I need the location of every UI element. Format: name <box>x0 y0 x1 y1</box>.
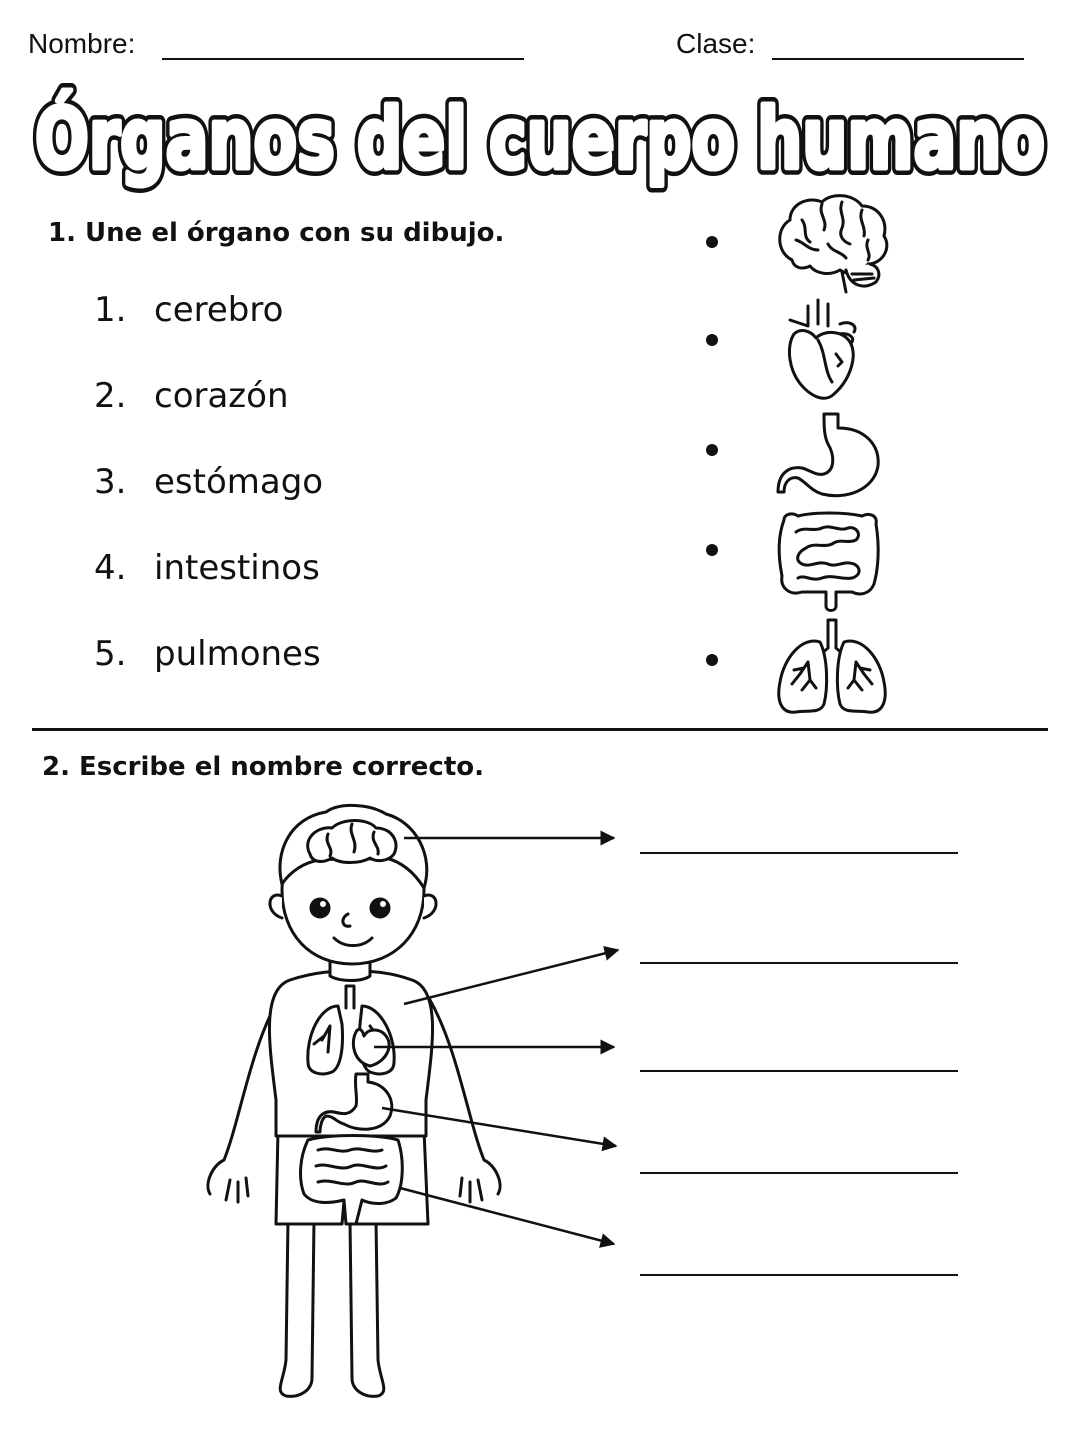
answer-field-1[interactable] <box>640 852 958 854</box>
item-number: 4. <box>94 548 127 588</box>
section-divider <box>32 728 1048 731</box>
match-dot-4[interactable] <box>706 544 718 556</box>
item-number: 1. <box>94 290 127 330</box>
item-label: corazón <box>154 376 289 416</box>
match-dot-5[interactable] <box>706 654 718 666</box>
list-item-corazon <box>94 376 289 416</box>
intestines-icon <box>774 508 884 614</box>
list-item-cerebro <box>94 290 283 330</box>
heart-icon <box>780 296 864 404</box>
title-outline: Órganos del cuerpo humano <box>35 90 1045 188</box>
lungs-icon <box>774 618 890 718</box>
stomach-icon <box>776 410 882 500</box>
match-dot-2[interactable] <box>706 334 718 346</box>
answer-field-5[interactable] <box>640 1274 958 1276</box>
item-label: intestinos <box>154 548 320 588</box>
class-label: Clase: <box>676 28 756 59</box>
class-field[interactable] <box>772 58 1024 60</box>
section2-instruction: 2. Escribe el nombre correcto. <box>42 752 485 782</box>
section1-instruction: 1. Une el órgano con su dibujo. <box>48 218 505 248</box>
worksheet-title <box>20 68 1060 198</box>
item-number: 2. <box>94 376 127 416</box>
item-label: pulmones <box>154 634 321 674</box>
answer-field-3[interactable] <box>640 1070 958 1072</box>
brain-icon <box>772 190 892 295</box>
item-label: estómago <box>154 462 324 502</box>
title-text: Órganos del cuerpo humano <box>35 90 1045 188</box>
answer-field-2[interactable] <box>640 962 958 964</box>
match-dot-1[interactable] <box>706 236 718 248</box>
list-item-estomago <box>94 462 323 502</box>
item-number: 3. <box>94 462 127 502</box>
list-item-pulmones <box>94 634 321 674</box>
item-label: cerebro <box>154 290 284 330</box>
name-field[interactable] <box>162 58 524 60</box>
name-label: Nombre: <box>28 28 136 59</box>
match-dot-3[interactable] <box>706 444 718 456</box>
child-body-figure <box>190 800 520 1410</box>
item-number: 5. <box>94 634 127 674</box>
list-item-intestinos <box>94 548 320 588</box>
answer-field-4[interactable] <box>640 1172 958 1174</box>
